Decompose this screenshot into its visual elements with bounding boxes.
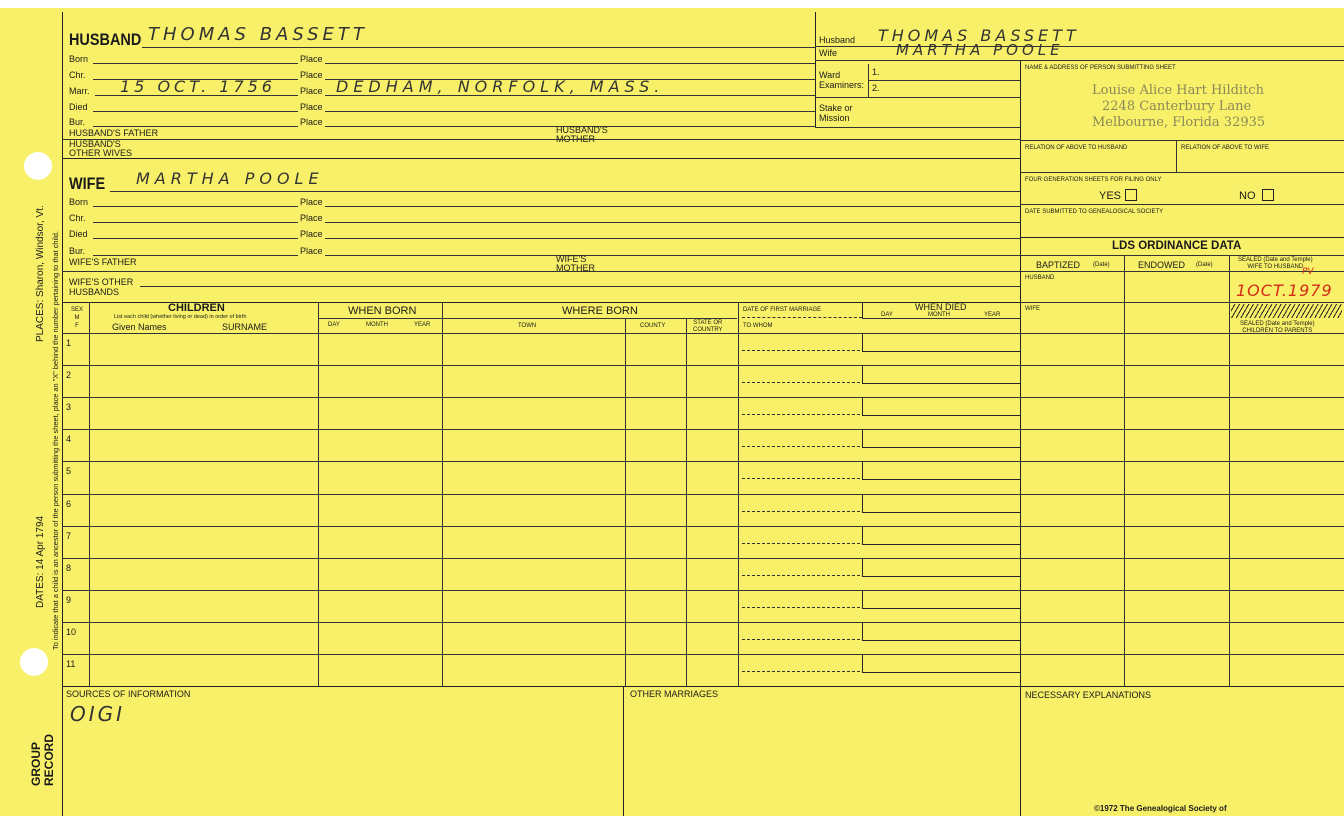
born-month-label: MONTH [366,322,388,328]
born-year-label: YEAR [414,322,431,328]
died-bracket-line [862,351,1020,352]
punch-hole-bottom [20,648,48,676]
died-bracket [862,333,863,351]
wife-bur-label: Bur. [69,246,86,256]
wife-bur-place-label: Place [300,246,323,256]
wife-father-label: WIFE'S FATHER [69,257,137,267]
side-instruction: To indicate that a child is an ancestor of the person submitting the sheet, place an "X" behind the number pertaining to that child. [51,231,60,650]
sex-label: SEX M F [70,307,83,329]
marriage-dash-line [742,543,860,544]
no-checkbox[interactable] [1262,189,1274,201]
died-bracket-line [862,479,1020,480]
child-row-number: 8 [66,562,72,573]
child-row-number: 1 [66,338,72,348]
child-row-number: 9 [66,594,72,605]
town-label: TOWN [518,323,537,329]
marriage-dash-line [742,511,860,512]
when-died-label: WHEN DIED [915,302,967,312]
submitter-line-1: Louise Alice Hart Hilditch [1092,83,1264,98]
header-wife-label: Wife [819,48,837,58]
date-submitted-label: DATE SUBMITTED TO GENEALOGICAL SOCIETY [1025,209,1164,215]
to-whom-label: TO WHOM [743,323,773,329]
wife-died-label: Died [69,229,88,239]
wife-chr-label: Chr. [69,213,86,223]
child-row-number: 11 [66,659,76,669]
died-bracket-line [862,640,1020,641]
submitter-line-3: Melbourne, Florida 32935 [1092,115,1266,130]
yes-checkbox[interactable] [1125,189,1137,201]
sealed-initials: PV [1302,267,1314,277]
child-row-number: 10 [66,626,77,637]
examiner-1: 1. [872,67,880,77]
husband-chr-place-label: Place [300,70,323,80]
husband-father-label: HUSBAND'S FATHER [69,128,159,138]
died-bracket-line [862,544,1020,545]
born-day-label: DAY [328,322,340,328]
hatched-area [1231,304,1342,318]
child-row-divider [62,622,1344,623]
copyright: ©1972 The Genealogical Society of [1094,804,1227,813]
wife-died-place-label: Place [300,229,323,239]
marriage-dash-line [742,607,860,608]
marriage-dash-line [742,639,860,640]
submitter-line-2: 2248 Canterbury Lane [1102,99,1252,114]
marriage-dash-line [742,382,860,383]
husband-born-label: Born [69,54,89,64]
husband-marr-place-label: Place [300,86,323,96]
husband-bur-label: Bur. [69,117,86,127]
sealed-children-label: SEALED (Date and Temple) CHILDREN TO PARENTS [1240,321,1315,334]
four-gen-label: FOUR GENERATION SHEETS FOR FILING ONLY [1025,177,1162,183]
wife-born-place-label: Place [300,197,323,207]
died-bracket [862,654,863,672]
child-row-number: 7 [66,530,72,541]
child-row-divider [62,558,1344,559]
other-marriages-label: OTHER MARRIAGES [630,689,719,699]
endowed-label: ENDOWED [1138,260,1185,270]
died-bracket-line [862,608,1020,609]
husband-name: THOMAS BASSETT [148,24,368,45]
header-husband-label: Husband [819,35,856,45]
sealed-wife-label: SEALED (Date and Temple) WIFE TO HUSBAND [1238,257,1313,270]
given-names-label: Given Names [112,322,167,332]
yes-label: YES [1099,190,1122,202]
marriage-dash-line [742,575,860,576]
explanations-label: NECESSARY EXPLANATIONS [1025,690,1152,700]
punch-hole-top [24,152,52,180]
died-bracket [862,590,863,608]
child-row-divider [62,494,1344,495]
child-row-number: 4 [66,434,72,445]
died-day-label: DAY [881,312,893,318]
died-bracket [862,494,863,512]
dates-label: DATES: 14 Apr 1794 [35,515,46,608]
child-row-divider [62,654,1344,655]
husband-chr-label: Chr. [69,70,86,80]
stake-mission-label: Stake or Mission [819,103,853,123]
child-row-number: 5 [66,466,72,477]
died-bracket-line [862,672,1020,673]
header-divider [815,12,816,128]
died-month-label: MONTH [928,312,950,318]
child-row-divider [62,429,1344,430]
husband-other-wives-label: HUSBAND'S OTHER WIVES [69,139,133,158]
ward-examiners-label: Ward Examiners: [819,70,865,90]
state-country-label: STATE OR COUNTRY [693,320,723,333]
died-bracket-line [862,512,1020,513]
died-bracket [862,365,863,383]
husband-marr-label: Marr. [69,86,90,96]
child-row-number: 3 [66,402,72,413]
child-row-divider [62,526,1344,527]
when-born-label: WHEN BORN [348,305,417,317]
footer-divider [623,686,624,816]
wife-other-husbands-label: WIFE'S OTHER HUSBANDS [69,277,134,297]
first-marriage-label: DATE OF FIRST MARRIAGE [743,307,822,313]
marriage-dash-line [742,446,860,447]
county-label: COUNTY [640,323,666,329]
child-row-divider [62,365,1344,366]
died-year-label: YEAR [984,312,1001,318]
child-row-number: 6 [66,498,72,509]
died-bracket-line [862,415,1020,416]
husband-mother-label: HUSBAND'S MOTHER [556,125,608,144]
header-wife-value: MARTHA POOLE [896,41,1064,59]
sealed-wife-value: 1OCT.1979 [1236,281,1333,300]
children-title: CHILDREN [168,302,225,314]
lds-husband-label: HUSBAND [1025,275,1055,281]
died-bracket [862,461,863,479]
child-row-divider [62,590,1344,591]
wife-born-label: Born [69,197,89,207]
surname-label: SURNAME [222,322,268,332]
died-bracket [862,558,863,576]
relation-husband-label: RELATION OF ABOVE TO HUSBAND [1025,145,1128,151]
places-label: PLACES: Sharon, Windsor, Vt. [35,205,46,342]
child-row-number: 2 [66,370,72,381]
marriage-dash-line [742,350,860,351]
children-instruction: List each child (whether living or dead) in order of birth [114,314,247,320]
husband-marr-date: 15 OCT. 1756 [120,77,276,96]
husband-label: HUSBAND [69,30,142,49]
group-record-label: GROUP RECORD [29,733,56,786]
baptized-date-label: (Date) [1093,262,1110,268]
marriage-dash-line [742,478,860,479]
husband-born-place-label: Place [300,54,323,64]
right-panel-divider [1020,60,1021,816]
husband-died-label: Died [69,102,88,112]
left-border [62,12,63,816]
endowed-date-label: (Date) [1196,262,1213,268]
child-row-divider [62,461,1344,462]
sources-label: SOURCES OF INFORMATION [66,689,191,699]
baptized-label: BAPTIZED [1036,260,1081,270]
wife-chr-place-label: Place [300,213,323,223]
husband-died-place-label: Place [300,102,323,112]
wife-mother-label: WIFE'S MOTHER [556,254,595,273]
died-bracket [862,429,863,447]
wife-label: WIFE [69,174,106,193]
husband-marr-place: DEDHAM, NORFOLK, MASS. [336,77,665,96]
child-row-divider [62,397,1344,398]
died-bracket [862,397,863,415]
lds-wife-label: WIFE [1025,306,1040,312]
marriage-dash-line [742,414,860,415]
relation-wife-label: RELATION OF ABOVE TO WIFE [1181,145,1270,151]
where-born-label: WHERE BORN [562,305,638,317]
marriage-dash-line [742,671,860,672]
died-bracket-line [862,576,1020,577]
examiner-2: 2. [872,83,880,93]
died-bracket-line [862,383,1020,384]
husband-bur-place-label: Place [300,117,323,127]
children-table-bottom [62,686,1344,687]
no-label: NO [1239,190,1256,202]
wife-name: MARTHA POOLE [136,169,324,188]
died-bracket [862,622,863,640]
submitter-label: NAME & ADDRESS OF PERSON SUBMITTING SHEET [1025,65,1176,71]
husband-section-bottom [62,158,1020,159]
died-bracket-line [862,447,1020,448]
died-bracket [862,526,863,544]
header-husband-value: THOMAS BASSETT [878,26,1080,45]
sources-value: OIGI [70,702,126,726]
lds-title: LDS ORDINANCE DATA [1112,240,1242,252]
